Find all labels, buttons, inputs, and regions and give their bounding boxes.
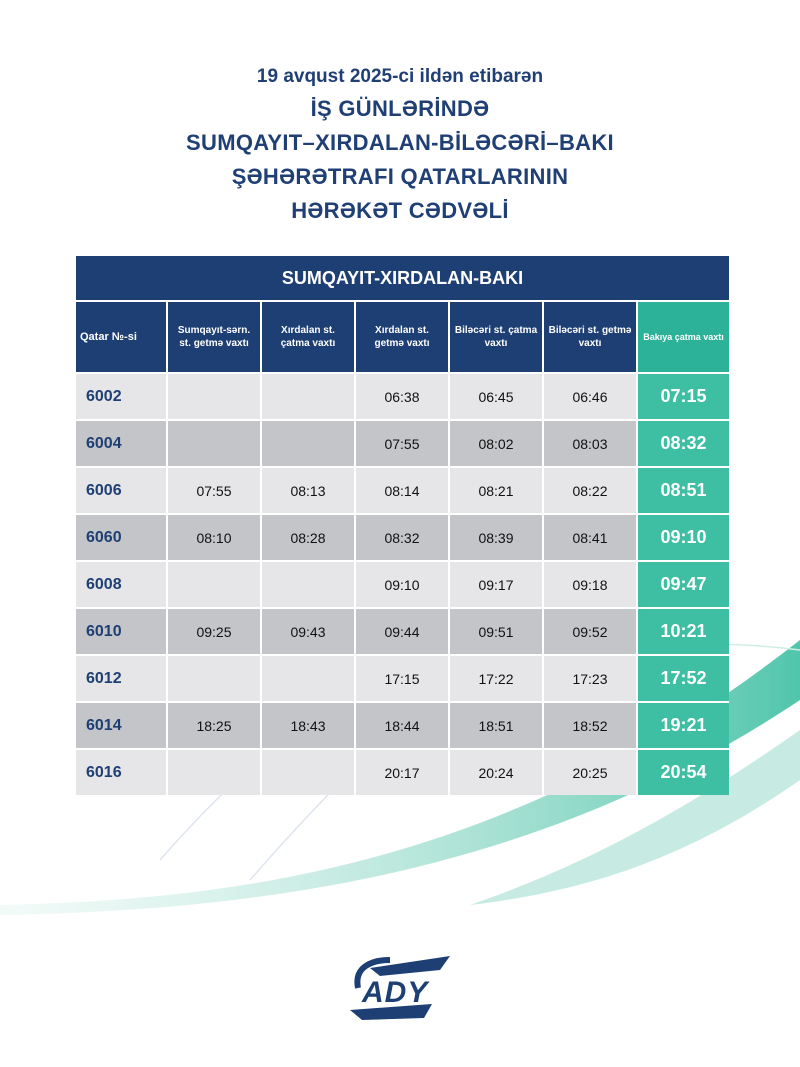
logo-text: ADY bbox=[362, 976, 429, 1009]
time-cell: 09:25 bbox=[168, 609, 262, 654]
time-cell: 18:44 bbox=[356, 703, 450, 748]
table-title: SUMQAYIT-XIRDALAN-BAKI bbox=[76, 256, 729, 300]
train-number-cell: 6014 bbox=[76, 703, 168, 748]
train-number-cell: 6010 bbox=[76, 609, 168, 654]
time-cell: 09:52 bbox=[544, 609, 638, 654]
time-cell: 08:14 bbox=[356, 468, 450, 513]
train-number-cell: 6008 bbox=[76, 562, 168, 607]
time-cell: 17:15 bbox=[356, 656, 450, 701]
train-number-cell: 6002 bbox=[76, 374, 168, 419]
ady-logo bbox=[340, 948, 460, 1028]
table-row bbox=[76, 748, 729, 795]
train-number-cell: 6012 bbox=[76, 656, 168, 701]
time-cell: 18:52 bbox=[544, 703, 638, 748]
time-cell: 09:17 bbox=[450, 562, 544, 607]
time-cell: 08:13 bbox=[262, 468, 356, 513]
title-line-3: ŞƏHƏRƏTRAFI QATARLARININ bbox=[231, 164, 569, 189]
table-row bbox=[76, 607, 729, 654]
time-cell: 08:32 bbox=[356, 515, 450, 560]
time-cell: 08:22 bbox=[544, 468, 638, 513]
baku-arrival-cell: 20:54 bbox=[638, 750, 729, 795]
column-header: Qatar №-si bbox=[76, 302, 168, 372]
table-row bbox=[76, 372, 729, 419]
time-cell: 06:46 bbox=[544, 374, 638, 419]
time-cell: 17:23 bbox=[544, 656, 638, 701]
table-row bbox=[76, 466, 729, 513]
header bbox=[0, 62, 800, 228]
time-cell bbox=[168, 562, 262, 607]
time-cell: 08:02 bbox=[450, 421, 544, 466]
time-cell: 20:25 bbox=[544, 750, 638, 795]
baku-arrival-cell: 09:10 bbox=[638, 515, 729, 560]
column-header: Xırdalan st. çatma vaxtı bbox=[262, 302, 356, 372]
baku-arrival-cell: 08:51 bbox=[638, 468, 729, 513]
title-line-1: İŞ GÜNLƏRİNDƏ bbox=[310, 96, 490, 121]
baku-arrival-cell: 10:21 bbox=[638, 609, 729, 654]
column-header: Bakıya çatma vaxtı bbox=[638, 302, 729, 372]
time-cell: 07:55 bbox=[168, 468, 262, 513]
baku-arrival-cell: 07:15 bbox=[638, 374, 729, 419]
table-row bbox=[76, 560, 729, 607]
time-cell: 07:55 bbox=[356, 421, 450, 466]
time-cell: 08:28 bbox=[262, 515, 356, 560]
baku-arrival-cell: 19:21 bbox=[638, 703, 729, 748]
time-cell bbox=[262, 421, 356, 466]
time-cell bbox=[262, 374, 356, 419]
time-cell: 09:18 bbox=[544, 562, 638, 607]
time-cell: 06:45 bbox=[450, 374, 544, 419]
column-header: Biləcəri st. getmə vaxtı bbox=[544, 302, 638, 372]
time-cell bbox=[262, 656, 356, 701]
time-cell: 20:17 bbox=[356, 750, 450, 795]
time-cell: 08:03 bbox=[544, 421, 638, 466]
time-cell: 17:22 bbox=[450, 656, 544, 701]
time-cell: 09:51 bbox=[450, 609, 544, 654]
time-cell: 09:10 bbox=[356, 562, 450, 607]
time-cell: 09:44 bbox=[356, 609, 450, 654]
time-cell bbox=[262, 562, 356, 607]
time-cell: 08:41 bbox=[544, 515, 638, 560]
time-cell bbox=[262, 750, 356, 795]
time-cell: 18:25 bbox=[168, 703, 262, 748]
table-row bbox=[76, 701, 729, 748]
table-row bbox=[76, 513, 729, 560]
time-cell bbox=[168, 421, 262, 466]
time-cell: 06:38 bbox=[356, 374, 450, 419]
title-line-4: HƏRƏKƏT CƏDVƏLİ bbox=[291, 198, 509, 223]
table-row bbox=[76, 654, 729, 701]
table-row bbox=[76, 419, 729, 466]
baku-arrival-cell: 17:52 bbox=[638, 656, 729, 701]
time-cell: 18:43 bbox=[262, 703, 356, 748]
baku-arrival-cell: 09:47 bbox=[638, 562, 729, 607]
baku-arrival-cell: 08:32 bbox=[638, 421, 729, 466]
time-cell bbox=[168, 374, 262, 419]
time-cell: 08:21 bbox=[450, 468, 544, 513]
effective-date: 19 avqust 2025-ci ildən etibarən bbox=[256, 66, 544, 87]
train-number-cell: 6060 bbox=[76, 515, 168, 560]
column-header: Xırdalan st. getmə vaxtı bbox=[356, 302, 450, 372]
time-cell: 08:10 bbox=[168, 515, 262, 560]
time-cell bbox=[168, 656, 262, 701]
table-header-row bbox=[76, 300, 729, 372]
title-line-2: SUMQAYIT–XIRDALAN-BİLƏCƏRİ–BAKI bbox=[186, 130, 614, 155]
train-number-cell: 6004 bbox=[76, 421, 168, 466]
time-cell bbox=[168, 750, 262, 795]
schedule-table bbox=[76, 256, 729, 795]
time-cell: 20:24 bbox=[450, 750, 544, 795]
time-cell: 09:43 bbox=[262, 609, 356, 654]
time-cell: 18:51 bbox=[450, 703, 544, 748]
column-header: Biləcəri st. çatma vaxtı bbox=[450, 302, 544, 372]
table-body bbox=[76, 372, 729, 795]
train-number-cell: 6006 bbox=[76, 468, 168, 513]
column-header: Sumqayıt-sərn. st. getmə vaxtı bbox=[168, 302, 262, 372]
time-cell: 08:39 bbox=[450, 515, 544, 560]
train-number-cell: 6016 bbox=[76, 750, 168, 795]
